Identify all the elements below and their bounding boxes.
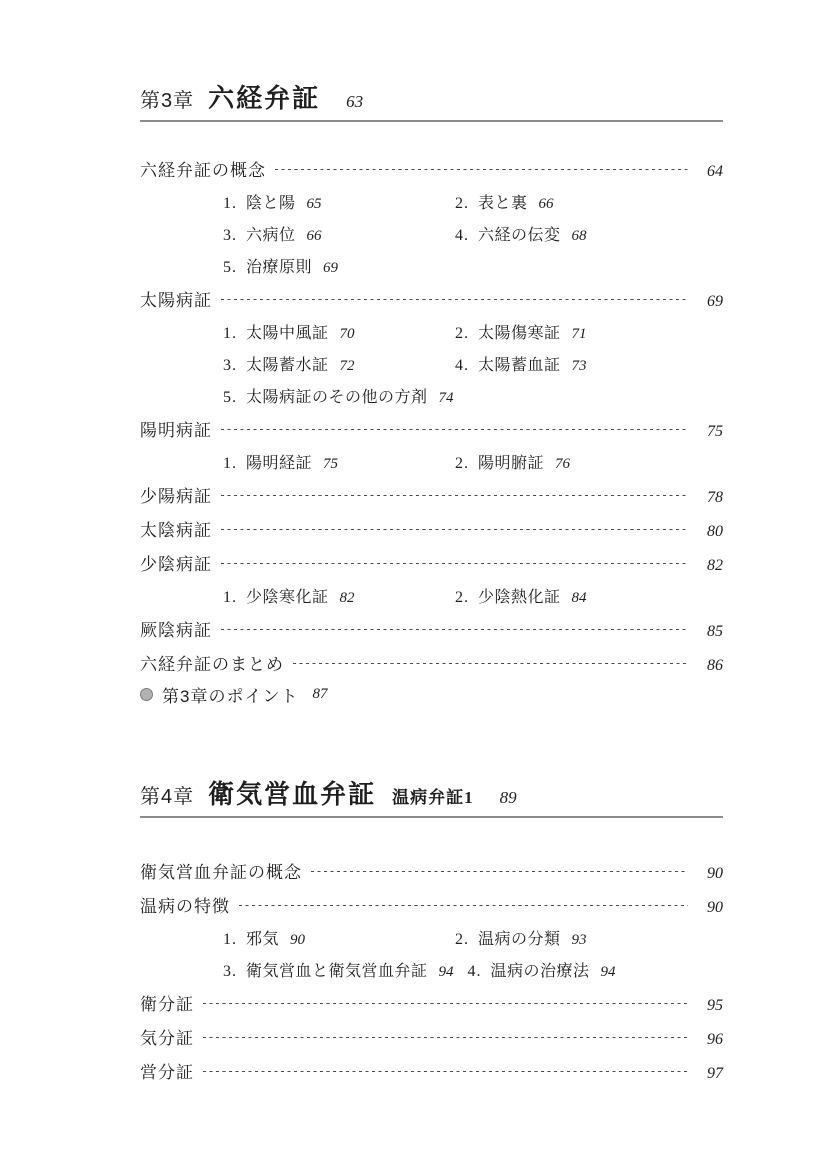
chapter-block	[140, 780, 723, 1082]
subitem-title: 治療原則	[246, 259, 313, 276]
subitem-number: 2.	[455, 455, 469, 472]
toc-section-row	[140, 650, 723, 674]
subitem-title: 邪気	[246, 931, 280, 948]
subitem-page-number: 73	[571, 358, 587, 374]
subitem-page-number: 94	[438, 964, 454, 980]
subitem-page-number: 90	[290, 932, 306, 948]
dotted-leader	[221, 299, 688, 300]
dotted-leader	[311, 871, 688, 872]
section-page-number: 75	[707, 423, 723, 440]
chapter-number-label: 第4章	[140, 786, 195, 808]
toc-subitem	[455, 190, 687, 212]
subitem-page-number: 82	[339, 590, 355, 606]
dotted-leader	[203, 1071, 688, 1072]
section-page-number: 64	[707, 163, 723, 180]
subsection-row	[223, 958, 723, 980]
section-title: 六経弁証の概念	[140, 161, 266, 180]
table-of-contents	[140, 86, 723, 1092]
subsection-row	[223, 584, 723, 606]
chapter-title: 衛気営血弁証	[208, 780, 377, 809]
section-title: 衛分証	[140, 995, 194, 1014]
subitem-title: 太陽病証のその他の方剤	[246, 389, 428, 406]
section-title: 太陽病証	[140, 291, 212, 310]
section-page-number: 85	[707, 623, 723, 640]
section-page-number: 96	[707, 1031, 723, 1048]
subitem-page-number: 66	[538, 196, 554, 212]
toc-subitem	[223, 222, 455, 244]
section-title: 少陰病証	[140, 555, 212, 574]
toc-subitem	[223, 926, 455, 948]
toc-subitem	[455, 352, 687, 374]
subsection-list	[223, 190, 723, 276]
subitem-title: 陽明腑証	[478, 455, 545, 472]
toc-section-row	[140, 990, 723, 1014]
bullet-circle-icon	[140, 688, 153, 701]
section-title: 六経弁証のまとめ	[140, 655, 284, 674]
section-page-number: 69	[707, 293, 723, 310]
dotted-leader	[221, 495, 688, 496]
subitem-number: 1.	[223, 931, 237, 948]
section-title: 厥陰病証	[140, 621, 212, 640]
subitem-page-number: 72	[339, 358, 355, 374]
subitem-page-number: 93	[571, 932, 587, 948]
toc-section-row	[140, 1058, 723, 1082]
subitem-page-number: 68	[571, 228, 587, 244]
subitem-number: 2.	[455, 325, 469, 342]
subitem-page-number: 70	[339, 326, 355, 342]
subitem-number: 2.	[455, 589, 469, 606]
subitem-page-number: 94	[600, 964, 616, 980]
dotted-leader	[275, 169, 688, 170]
section-title: 営分証	[140, 1063, 194, 1082]
subsection-row	[223, 254, 723, 276]
section-title: 温病の特徴	[140, 897, 230, 916]
toc-subitem	[223, 958, 468, 980]
toc-subitem	[455, 926, 687, 948]
subitem-page-number: 75	[323, 456, 339, 472]
section-page-number: 95	[707, 997, 723, 1014]
toc-subitem	[223, 320, 455, 342]
subitem-number: 4.	[455, 227, 469, 244]
toc-subitem	[223, 254, 455, 276]
section-page-number: 82	[707, 557, 723, 574]
toc-section-row	[140, 482, 723, 506]
subitem-number: 3.	[223, 357, 237, 374]
dotted-leader	[221, 629, 688, 630]
point-page-number: 87	[312, 685, 328, 702]
subitem-number: 1.	[223, 195, 237, 212]
toc-section-row	[140, 416, 723, 440]
section-page-number: 80	[707, 523, 723, 540]
subitem-title: 陽明経証	[246, 455, 313, 472]
subitem-page-number: 69	[323, 260, 339, 276]
subitem-number: 5.	[223, 259, 237, 276]
chapter-block	[140, 86, 723, 704]
subitem-page-number: 71	[571, 326, 587, 342]
toc-subitem	[455, 320, 687, 342]
toc-section-row	[140, 1024, 723, 1048]
toc-subitem	[455, 450, 687, 472]
subitem-number: 1.	[223, 455, 237, 472]
toc-subitem	[223, 584, 455, 606]
subitem-number: 5.	[223, 389, 237, 406]
subitem-number: 2.	[455, 195, 469, 212]
subitem-title: 太陽傷寒証	[478, 325, 561, 342]
dotted-leader	[203, 1003, 688, 1004]
toc-subitem	[223, 450, 455, 472]
subitem-number: 4.	[455, 357, 469, 374]
chapter-point-row	[140, 684, 723, 704]
toc-section-row	[140, 156, 723, 180]
toc-subitem	[223, 190, 455, 212]
section-title: 気分証	[140, 1029, 194, 1048]
subitem-title: 衛気営血と衛気営血弁証	[246, 963, 428, 980]
subitem-title: 六病位	[246, 227, 296, 244]
dotted-leader	[221, 429, 688, 430]
subsection-list	[223, 584, 723, 606]
subitem-title: 太陽蓄血証	[478, 357, 561, 374]
subitem-page-number: 84	[571, 590, 587, 606]
chapter-subtitle: 温病弁証1	[392, 788, 474, 807]
subsection-row	[223, 352, 723, 374]
toc-subitem	[467, 958, 700, 980]
subsection-row	[223, 190, 723, 212]
toc-section-row	[140, 550, 723, 574]
dotted-leader	[203, 1037, 688, 1038]
chapter-page-number: 63	[346, 92, 364, 111]
chapter-header	[140, 782, 723, 818]
subitem-number: 3.	[223, 963, 237, 980]
subsection-list	[223, 926, 723, 980]
subitem-page-number: 66	[306, 228, 322, 244]
subsection-row	[223, 450, 723, 472]
toc-section-row	[140, 892, 723, 916]
subitem-number: 1.	[223, 325, 237, 342]
toc-subitem	[223, 352, 455, 374]
section-page-number: 90	[707, 899, 723, 916]
subitem-number: 3.	[223, 227, 237, 244]
subsection-row	[223, 222, 723, 244]
subitem-title: 六経の伝変	[478, 227, 561, 244]
chapter-page-number: 89	[499, 788, 517, 807]
subsection-list	[223, 320, 723, 406]
subitem-title: 太陽中風証	[246, 325, 329, 342]
toc-subitem	[455, 222, 687, 244]
toc-section-row	[140, 286, 723, 310]
dotted-leader	[239, 905, 688, 906]
chapter-number-label: 第3章	[140, 90, 195, 112]
subitem-page-number: 76	[555, 456, 571, 472]
section-page-number: 86	[707, 657, 723, 674]
section-page-number: 90	[707, 865, 723, 882]
point-title: 第3章のポイント	[162, 686, 299, 706]
section-title: 太陰病証	[140, 521, 212, 540]
dotted-leader	[293, 663, 688, 664]
subitem-number: 2.	[455, 931, 469, 948]
subsection-list	[223, 450, 723, 472]
chapter-header	[140, 86, 723, 122]
toc-subitem	[223, 384, 455, 406]
subitem-page-number: 74	[438, 390, 454, 406]
chapter-title: 六経弁証	[208, 84, 321, 113]
subitem-title: 少陰寒化証	[246, 589, 329, 606]
subitem-page-number: 65	[306, 196, 322, 212]
section-title: 少陽病証	[140, 487, 212, 506]
subitem-title: 温病の治療法	[490, 963, 590, 980]
subitem-number: 1.	[223, 589, 237, 606]
section-title: 陽明病証	[140, 421, 212, 440]
subitem-title: 表と裏	[478, 195, 528, 212]
toc-section-row	[140, 616, 723, 640]
subsection-row	[223, 320, 723, 342]
section-page-number: 97	[707, 1065, 723, 1082]
dotted-leader	[221, 563, 688, 564]
subsection-row	[223, 926, 723, 948]
subitem-title: 太陽蓄水証	[246, 357, 329, 374]
dotted-leader	[221, 529, 688, 530]
subitem-title: 少陰熱化証	[478, 589, 561, 606]
subitem-number: 4.	[467, 963, 482, 980]
subitem-title: 温病の分類	[478, 931, 561, 948]
section-page-number: 78	[707, 489, 723, 506]
toc-section-row	[140, 858, 723, 882]
toc-section-row	[140, 516, 723, 540]
subitem-title: 陰と陽	[246, 195, 296, 212]
toc-subitem	[455, 584, 687, 606]
subsection-row	[223, 384, 723, 406]
section-title: 衛気営血弁証の概念	[140, 863, 302, 882]
